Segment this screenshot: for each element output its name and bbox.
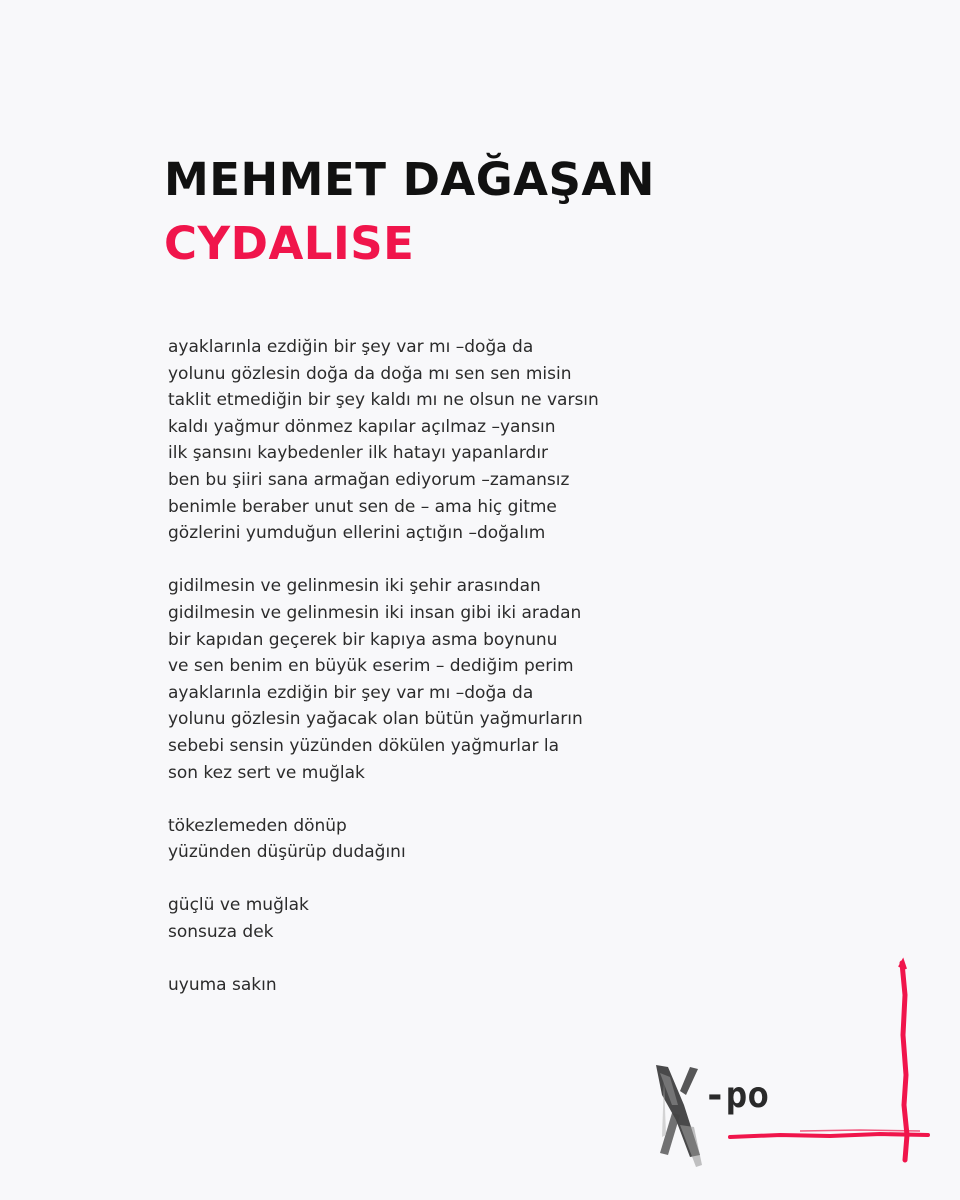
poem-line: ve sen benim en büyük eserim – dediğim perim — [168, 656, 574, 677]
xpo-logo-text: -po — [704, 1075, 770, 1116]
poem-line: benimle beraber unut sen de – ama hiç gitme — [168, 496, 557, 517]
stanza-gap — [168, 866, 728, 893]
poem-line: yüzünden düşürüp dudağını — [168, 842, 406, 863]
poem-line: son kez sert ve muğlak — [168, 762, 365, 783]
poem-line: ben bu şiiri sana armağan ediyorum –zamansız — [168, 469, 570, 490]
poem-line: tökezlemeden dönüp — [168, 815, 347, 836]
xpo-logo-icon — [650, 955, 940, 1175]
poem-line: yolunu gözlesin yağacak olan bütün yağmurların — [168, 709, 583, 730]
poem-line: güçlü ve muğlak — [168, 895, 309, 916]
poem-line: taklit etmediğin bir şey kaldı mı ne olsun ne varsın — [168, 390, 599, 411]
x-mark — [656, 1065, 702, 1167]
poem-line: bir kapıdan geçerek bir kapıya asma boynunu — [168, 629, 558, 650]
poem-line: uyuma sakın — [168, 975, 277, 996]
poem-line: sebebi sensin yüzünden dökülen yağmurlar la — [168, 735, 559, 756]
author-name: MEHMET DAĞAŞAN — [164, 153, 655, 206]
poem-line: gözlerini yumduğun ellerini açtığın –doğalım — [168, 523, 546, 544]
red-horizontal-hairline — [800, 1130, 920, 1131]
stanza-gap — [168, 786, 728, 813]
xpo-logo — [650, 955, 940, 1175]
poem-line: ilk şansını kaybedenler ilk hatayı yapanlardır — [168, 443, 549, 464]
poem-line: yolunu gözlesin doğa da doğa mı sen sen misin — [168, 363, 572, 384]
stanza-gap — [168, 946, 728, 973]
poem-body — [168, 334, 728, 999]
poem-line: ayaklarınla ezdiğin bir şey var mı –doğa da — [168, 337, 534, 357]
stanza-gap — [168, 547, 728, 574]
poem-line: gidilmesin ve gelinmesin iki insan gibi iki aradan — [168, 602, 582, 623]
poem-line: gidilmesin ve gelinmesin iki şehir arasından — [168, 576, 541, 597]
poem-line: kaldı yağmur dönmez kapılar açılmaz –yansın — [168, 416, 556, 437]
red-horizontal-stroke — [730, 1134, 928, 1137]
poem-line: ayaklarınla ezdiğin bir şey var mı –doğa da — [168, 682, 534, 703]
poem-line: sonsuza dek — [168, 922, 274, 943]
poem-title: CYDALISE — [164, 217, 415, 270]
